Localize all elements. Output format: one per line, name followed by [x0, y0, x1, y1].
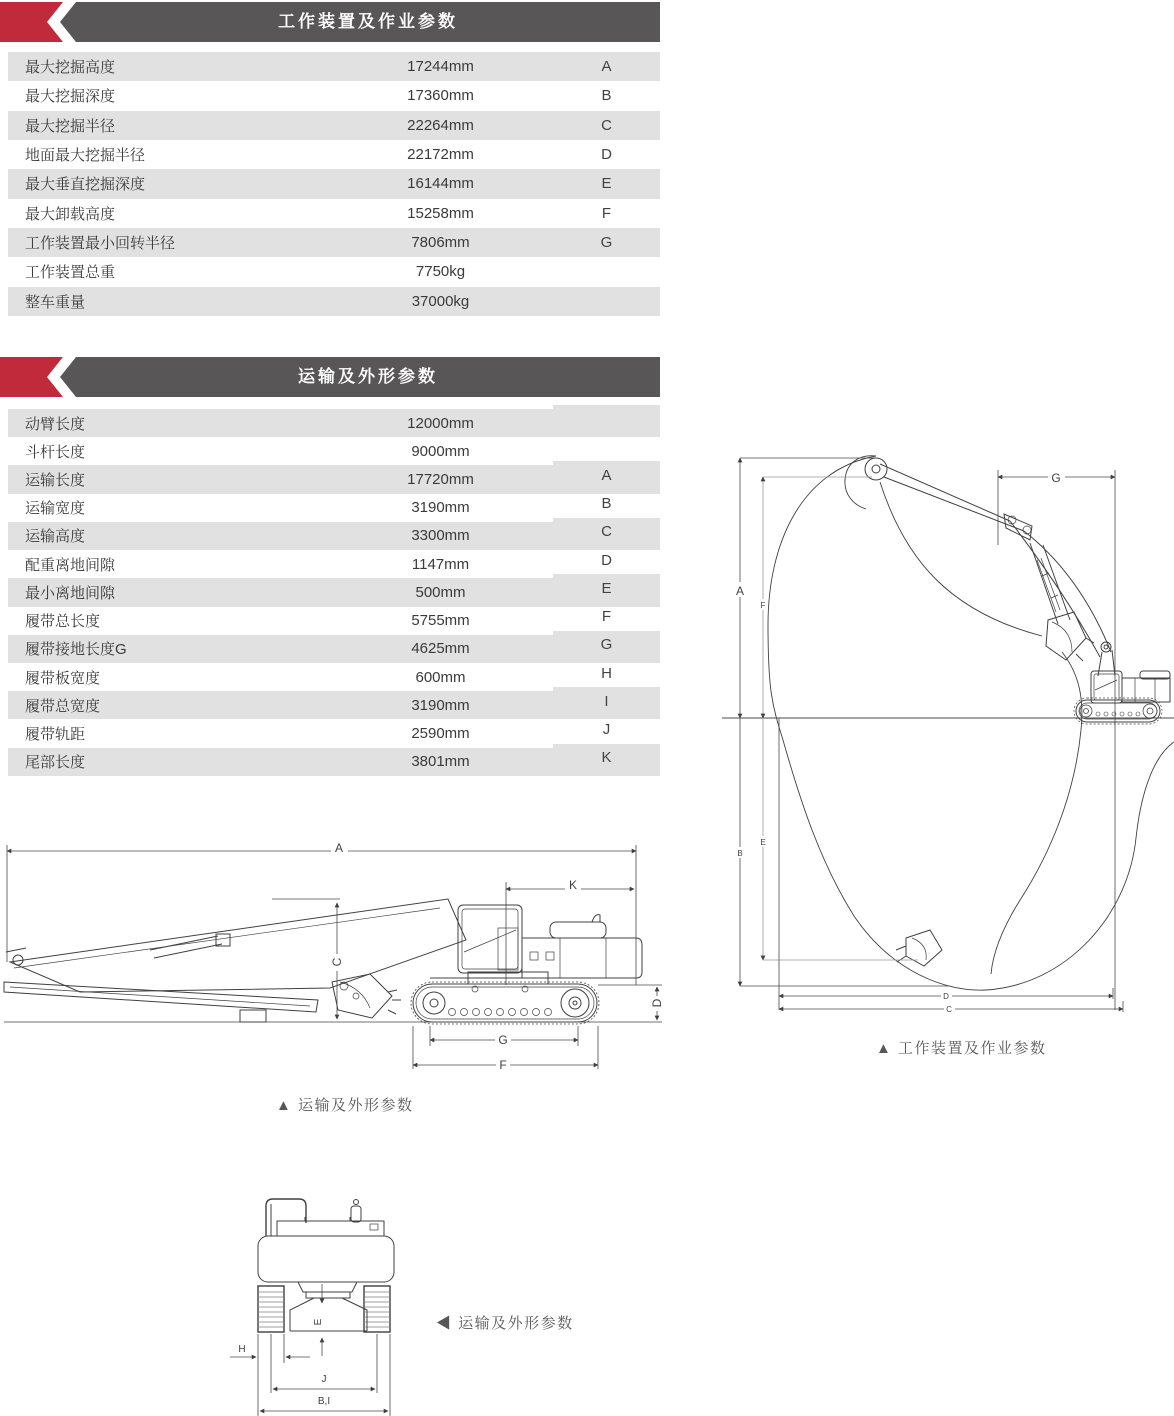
spec-value: 22172mm: [407, 146, 474, 164]
spec-letter: [553, 405, 660, 433]
spec-letter: E: [553, 574, 660, 602]
dim-label-E: E: [313, 1318, 324, 1326]
spec-value: 1147mm: [411, 555, 470, 573]
side-view-caption: ▲ 运输及外形参数: [276, 1097, 414, 1114]
spec-letter: [553, 257, 660, 286]
spec-label: 最大挖掘半径: [8, 111, 330, 140]
spec-value: 4625mm: [342, 635, 539, 663]
spec-value: 16144mm: [342, 169, 539, 198]
spec-letter: G: [553, 631, 660, 659]
section2-title: 运输及外形参数: [298, 367, 438, 386]
table-row: [8, 111, 660, 140]
section1-title: 工作装置及作业参数: [278, 12, 458, 31]
spec-value: 22264mm: [342, 111, 539, 140]
dim-label-K: K: [568, 878, 578, 892]
working-range-caption: ▲ 工作装置及作业参数: [876, 1040, 1047, 1057]
spec-value: 17720mm: [342, 465, 539, 493]
spec-label: 履带接地长度G: [8, 635, 330, 663]
table-row: [8, 169, 660, 198]
spec-value: 9000mm: [411, 442, 470, 460]
dim-label-H: H: [238, 1344, 246, 1355]
spec-letter: [553, 433, 660, 461]
spec-letter: D: [601, 551, 612, 569]
dim-label-C: C: [946, 1005, 952, 1014]
table-row: [8, 140, 660, 169]
dim-label-BI: B,I: [317, 1396, 331, 1407]
spec-letter: J: [602, 721, 611, 739]
spec-label: 最小离地间隙: [8, 578, 330, 606]
dim-label-G: G: [498, 1033, 508, 1047]
spec-value: 37000kg: [342, 287, 539, 316]
spec-letter: C: [553, 518, 660, 546]
dim-label-F: F: [499, 1058, 507, 1072]
table-row: [8, 257, 660, 286]
spec-label: 履带总宽度: [8, 691, 330, 719]
dim-label-G: G: [1051, 471, 1061, 485]
spec-value: 2590mm: [411, 725, 470, 743]
dim-label-D: D: [650, 998, 664, 1008]
spec-value: 3190mm: [411, 499, 470, 517]
header-red-chevron: [0, 2, 66, 42]
table-row: [8, 748, 660, 776]
spec-label: 最大挖掘高度: [8, 52, 330, 81]
spec-value: 17360mm: [407, 87, 474, 105]
spec-value: 3190mm: [342, 691, 539, 719]
dim-label-E: E: [760, 838, 766, 847]
spec-value: 7806mm: [342, 228, 539, 257]
working-range-diagram: [700, 430, 1174, 1030]
spec-letter: G: [553, 228, 660, 257]
table-row: [8, 287, 660, 316]
spec-letter: B: [601, 495, 612, 513]
spec-value: 7750kg: [415, 263, 466, 281]
dim-label-C: C: [330, 957, 344, 967]
spec-letter: F: [601, 204, 612, 222]
spec-label: 工作装置最小回转半径: [8, 228, 330, 257]
transport-parameters-table: [8, 409, 660, 776]
spec-value: 3300mm: [342, 522, 539, 550]
dim-label-F: F: [760, 601, 766, 610]
spec-label: 最大挖掘深度: [25, 88, 116, 106]
table-row: [8, 199, 660, 228]
spec-label: 斗杆长度: [25, 443, 86, 461]
spec-value: 600mm: [415, 668, 466, 686]
working-parameters-table: [8, 52, 660, 316]
spec-value: 12000mm: [342, 409, 539, 437]
spec-label: 履带轨距: [25, 726, 86, 744]
spec-label: 运输长度: [8, 465, 330, 493]
spec-label: 整车重量: [8, 287, 330, 316]
spec-value: 17244mm: [342, 52, 539, 81]
rear-view-diagram: [215, 1190, 450, 1416]
section2-header: [0, 357, 660, 397]
spec-letter: F: [601, 608, 612, 626]
spec-value: 5755mm: [411, 612, 470, 630]
spec-letter: A: [553, 52, 660, 81]
dim-label-A: A: [334, 841, 344, 855]
spec-letter: I: [553, 687, 660, 715]
spec-letter: A: [553, 461, 660, 489]
dim-label-A: A: [735, 584, 745, 598]
spec-label: 最大卸载高度: [25, 205, 116, 223]
spec-label: 工作装置总重: [25, 264, 116, 282]
spec-label: 地面最大挖掘半径: [25, 147, 146, 165]
spec-label: 运输宽度: [25, 500, 86, 518]
spec-label: 运输高度: [8, 522, 330, 550]
spec-label: 配重离地间隙: [25, 556, 116, 574]
spec-letter: C: [553, 111, 660, 140]
spec-label: 履带总长度: [25, 613, 101, 631]
table-row: [8, 228, 660, 257]
spec-letter: K: [553, 744, 660, 772]
side-view-diagram: [0, 838, 672, 1078]
rear-view-caption: ◀ 运输及外形参数: [436, 1315, 574, 1332]
section1-header: [0, 2, 660, 42]
dim-label-B: B: [737, 849, 743, 858]
spec-letter: E: [553, 169, 660, 198]
table-row: [8, 81, 660, 110]
spec-value: 15258mm: [407, 204, 474, 222]
table-row: [8, 52, 660, 81]
spec-label: 尾部长度: [8, 748, 330, 776]
spec-label: 履带板宽度: [25, 669, 101, 687]
spec-value: 3801mm: [342, 748, 539, 776]
spec-letter: [553, 287, 660, 316]
spec-label: 动臂长度: [8, 409, 330, 437]
spec-letter: B: [601, 87, 612, 105]
dim-label-J: J: [321, 1374, 327, 1385]
header-red-chevron: [0, 357, 66, 397]
spec-value: 500mm: [342, 578, 539, 606]
spec-letter: H: [601, 664, 612, 682]
spec-letter: D: [601, 146, 612, 164]
dim-label-D: D: [943, 992, 949, 1001]
spec-label: 最大垂直挖掘深度: [8, 169, 330, 198]
